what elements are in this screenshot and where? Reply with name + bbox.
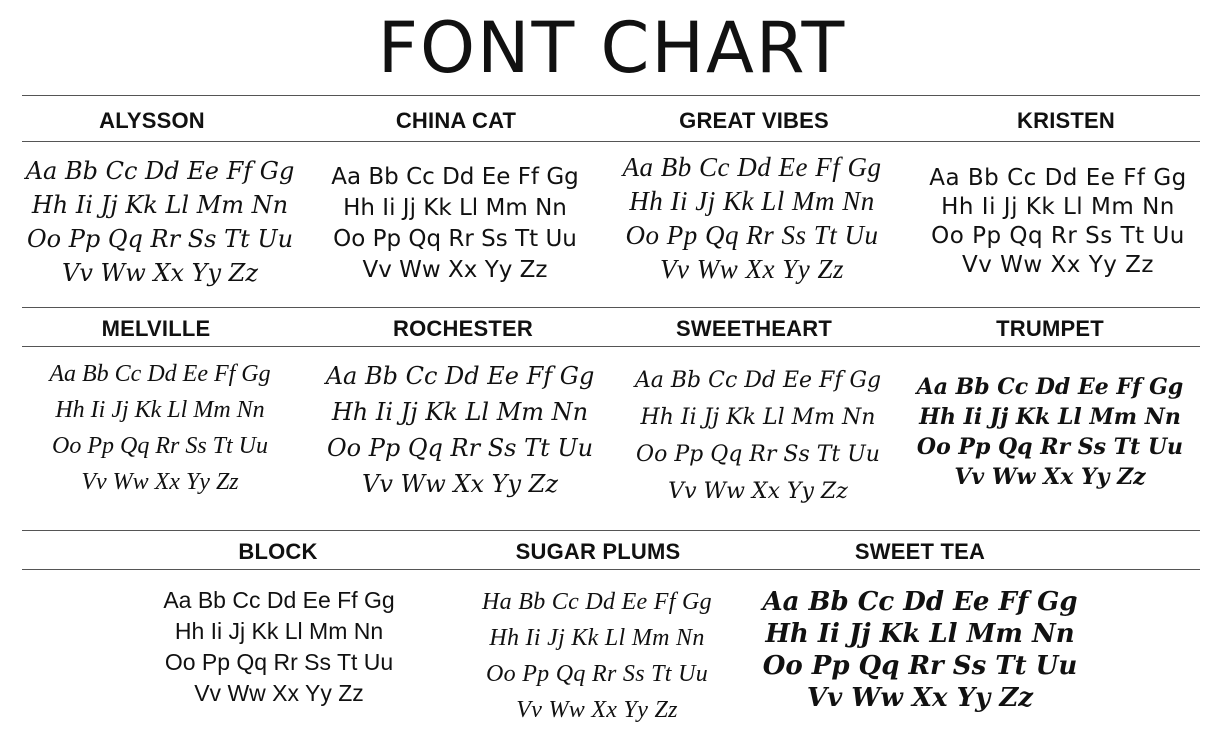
sample-line: Aa Bb Cc Dd Ee Ff Gg [49, 361, 271, 387]
sample-line: Aa Bb Cc Dd Ee Ff Gg [929, 165, 1187, 191]
sample-line: Aa Bb Cc Dd Ee Ff Gg [325, 362, 595, 390]
font-sample-great-vibes [623, 150, 882, 286]
sample-line: Oo Pp Qq Rr Ss Tt Uu [916, 434, 1184, 460]
divider-top [22, 95, 1200, 96]
sample-line: Vv Ww Xx Yy Zz [962, 252, 1154, 278]
sample-line: Vv Ww Xx Yy Zz [362, 257, 548, 283]
divider-row2-header [22, 346, 1200, 347]
font-name-rochester: ROCHESTER [393, 316, 533, 341]
sample-line: Hh Ii Jj Kk Ll Mm Nn [919, 404, 1181, 430]
font-sample-melville [49, 356, 270, 500]
divider-row2-top [22, 307, 1200, 308]
font-sample-trumpet [917, 372, 1184, 492]
sample-line: Vv Ww Xx Yy Zz [954, 464, 1146, 490]
sample-line: Aa Bb Cc Dd Ee Ff Gg [622, 152, 882, 182]
sample-line: Vv Ww Xx Yy Zz [81, 469, 239, 495]
sample-line: Oo Pp Qq Rr Ss Tt Uu [164, 649, 394, 675]
sample-line: Oo Pp Qq Rr Ss Tt Uu [333, 226, 577, 252]
font-name-china-cat: CHINA CAT [395, 108, 517, 133]
font-name-block: BLOCK [238, 539, 318, 564]
sample-line: Oo Pp Qq Rr Ss Tt Uu [931, 223, 1185, 249]
sample-line: Hh Ii Jj Kk Ll Mm Nn [31, 191, 289, 219]
sample-line: Hh Ii Jj Kk Ll Mm Nn [331, 398, 589, 426]
sample-line: Oo Pp Qq Rr Ss Tt Uu [625, 220, 879, 250]
sample-line: Vv Ww Xx Yy Zz [62, 259, 258, 287]
sample-line: Hh Ii Jj Kk Ll Mm Nn [343, 195, 567, 221]
font-name-melville: MELVILLE [101, 316, 211, 341]
sample-line: Vv Ww Xx Yy Zz [516, 697, 678, 723]
font-sample-rochester [326, 358, 595, 502]
page-title: FONT CHART [377, 7, 847, 89]
sample-line: Hh Ii Jj Kk Ll Mm Nn [629, 186, 875, 216]
font-sample-block [163, 585, 394, 709]
sample-line: Aa Bb Cc Dd Ee Ff Gg [163, 587, 395, 613]
font-name-trumpet: TRUMPET [996, 316, 1104, 341]
divider-row1-header [22, 141, 1200, 142]
divider-row3-top [22, 530, 1200, 531]
sample-line: Vv Ww Xx Yy Zz [806, 683, 1034, 713]
font-sample-china-cat [331, 162, 579, 286]
sample-line: Hh Ii Jj Kk Ll Mm Nn [174, 618, 384, 644]
sample-line: Hh Ii Jj Kk Ll Mm Nn [941, 194, 1175, 220]
font-sample-sweet-tea [762, 586, 1077, 714]
sample-line: Oo Pp Qq Rr Ss Tt Uu [26, 225, 294, 253]
font-sample-sweetheart [635, 362, 881, 510]
sample-line: Vv Ww Xx Yy Zz [668, 479, 848, 504]
font-sample-sugar-plums [482, 584, 712, 728]
sample-line: Vv Ww Xx Yy Zz [660, 254, 844, 284]
sample-line: Aa Bb Cc Dd Ee Ff Gg [25, 157, 295, 185]
sample-line: Hh Ii Jj Kk Ll Mm Nn [55, 397, 265, 423]
sample-line: Hh Ii Jj Kk Ll Mm Nn [489, 625, 705, 651]
sample-line: Vv Ww Xx Yy Zz [194, 680, 364, 706]
sample-line: Vv Ww Xx Yy Zz [362, 470, 558, 498]
sample-line: Hh Ii Jj Kk Ll Mm Nn [765, 619, 1075, 649]
sample-line: Aa Bb Cc Dd Ee Ff Gg [634, 368, 882, 393]
font-name-great-vibes: GREAT VIBES [679, 108, 829, 133]
sample-line: Aa Bb Cc Dd Ee Ff Gg [916, 374, 1184, 400]
sample-line: Ha Bb Cc Dd Ee Ff Gg [482, 589, 712, 615]
sample-line: Oo Pp Qq Rr Ss Tt Uu [326, 434, 594, 462]
sample-line: Oo Pp Qq Rr Ss Tt Uu [51, 433, 269, 459]
font-name-alysson: ALYSSON [99, 108, 205, 133]
font-sample-kristen [929, 164, 1187, 280]
font-name-sweetheart: SWEETHEART [676, 316, 832, 341]
divider-row3-header [22, 569, 1200, 570]
sample-line: Hh Ii Jj Kk Ll Mm Nn [640, 405, 876, 430]
sample-line: Aa Bb Cc Dd Ee Ff Gg [331, 164, 579, 190]
font-name-sweet-tea: SWEET TEA [854, 539, 986, 564]
font-name-kristen: KRISTEN [1017, 108, 1115, 133]
sample-line: Oo Pp Qq Rr Ss Tt Uu [636, 442, 880, 467]
sample-line: Oo Pp Qq Rr Ss Tt Uu [762, 651, 1078, 681]
sample-line: Oo Pp Qq Rr Ss Tt Uu [485, 661, 708, 687]
sample-line: Aa Bb Cc Dd Ee Ff Gg [762, 587, 1078, 617]
font-name-sugar-plums: SUGAR PLUMS [515, 539, 681, 564]
font-sample-alysson [26, 154, 295, 290]
